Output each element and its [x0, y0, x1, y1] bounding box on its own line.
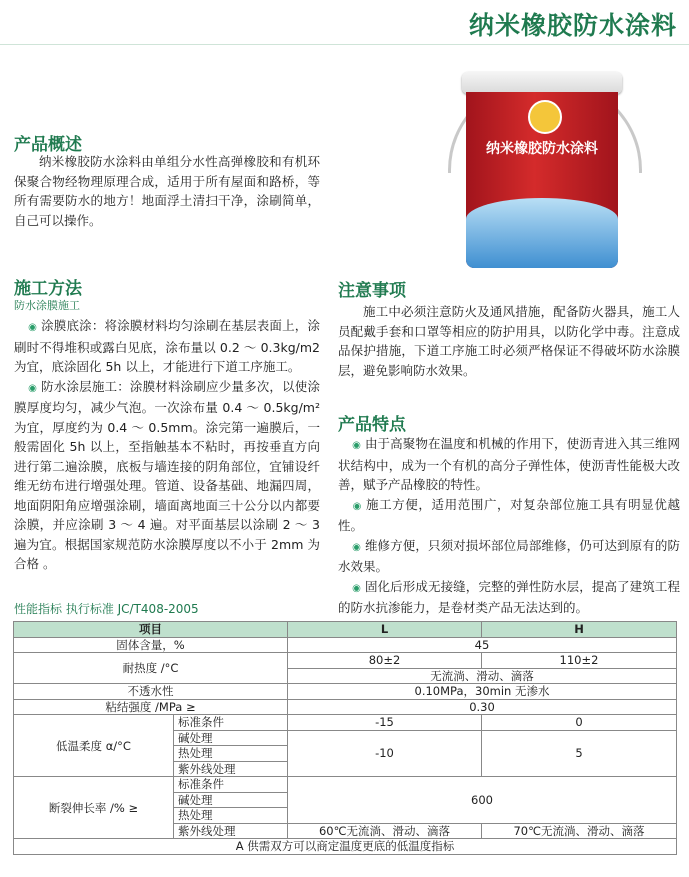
table-row: 热处理 [14, 746, 677, 762]
table-row: 无流淌、滑动、滴落 [14, 668, 677, 684]
construction-heading: 施工方法 [14, 279, 82, 299]
table-row: 紫外线处理 [14, 761, 677, 777]
feature-item: ◉ 施工方便，适用范围广，对复杂部位施工具有明显优越性。 [338, 496, 680, 533]
construction-step-1: ◉ 涂膜底涂：将涂膜材料均匀涂刷在基层表面上，涂刷时不得堆积或露白见底，涂布量以 0.2 ～ 0.3kg/m2 为宜，底涂固化 5h 以上，才能进行下道工序施工。 [14, 318, 320, 374]
bullet-icon: ◉ [28, 382, 38, 394]
brand-logo-icon [528, 100, 562, 134]
feature-item: ◉ 维修方便，只须对损坏部位局部维修，仍可达到原有的防水效果。 [338, 537, 680, 574]
construction-subheading: 防水涂膜施工 [14, 299, 80, 312]
water-splash-graphic [466, 198, 618, 268]
construction-text [14, 316, 320, 574]
table-row: 低温柔度 α/°C 标准条件 -15 0 [14, 715, 677, 731]
features-list [338, 434, 680, 618]
notes-heading: 注意事项 [338, 281, 406, 301]
construction-step-2: ◉ 防水涂层施工：涂膜材料涂刷应少量多次，以使涂膜厚度均匀，减少气泡。一次涂布量 0.4 ～ 0.5kg/m² 为宜，厚度约为 0.4 ～ 0.5mm。涂完第一遍膜后，一般需固化 5h 以上，至指触基本不粘时，再按垂直方向进行第二遍涂膜，底板与墙连接的阴角部位，宜铺设纤维无纺布进行增强处理。管道、设备基础、地漏四周，地面阴阳角应增强涂刷，墙面离地面三十公分以内都要涂膜，并应涂刷 3 ～ 4 遍。对平面基层以涂刷 2 ～ 3 遍为宜。根据国家规范防水涂膜厚度以不小于 2mm 为合格 。 [14, 378, 320, 571]
spec-table [13, 621, 677, 855]
feature-item: ◉ 固化后形成无接缝，完整的弹性防水层，提高了建筑工程的防水抗渗能力，是卷材类产品无法达到的。 [338, 578, 680, 615]
table-row: 不透水性 0.10MPa，30min 无渗水 [14, 684, 677, 700]
overview-heading: 产品概述 [14, 135, 82, 155]
table-row: 固体含量，% 45 [14, 637, 677, 653]
bullet-icon: ◉ [352, 541, 361, 553]
table-row: 热处理 [14, 808, 677, 824]
table-footer-row: A 供需双方可以商定温度更底的低温度指标 [14, 839, 677, 855]
feature-item: ◉ 由于高聚物在温度和机械的作用下，使沥青进入其三维网状结构中，成为一个有机的高分子弹性体，使沥青性能极大改善，赋予产品橡胶的特性。 [338, 436, 680, 492]
page-title: 纳米橡胶防水涂料 [468, 11, 677, 40]
table-row: 粘结强度 /MPa ≥ 0.30 [14, 699, 677, 715]
features-heading: 产品特点 [338, 415, 406, 435]
bullet-icon: ◉ [352, 440, 361, 451]
bucket-body [466, 92, 618, 268]
table-header-row: 项目 L H [14, 622, 677, 638]
product-bucket-image [456, 40, 628, 272]
spec-table-title: 性能指标 执行标准 JC/T408-2005 [14, 602, 199, 616]
table-row: 断裂伸长率 /% ≥ 标准条件 600 [14, 777, 677, 793]
bucket-product-label: 纳米橡胶防水涂料 [486, 141, 598, 157]
overview-text: 纳米橡胶防水涂料由单组分水性高弹橡胶和有机环保聚合物经物理原理合成，适用于所有屋面和路桥，等所有需要防水的地方！地面浮土清扫干净，涂刷简单，自己可以操作。 [14, 154, 320, 228]
table-row: 紫外线处理 60℃无流淌、滑动、滴落 70℃无流淌、滑动、滴落 [14, 823, 677, 839]
bullet-icon: ◉ [352, 500, 362, 512]
notes-text: 施工中必须注意防火及通风措施，配备防火器具，施工人员配戴手套和口罩等相应的防护用具，以防化学中毒。注意成品保护措施，下道工序施工时必须严格保证不得破坏防水涂膜层，避免影响防水效果。 [338, 304, 680, 378]
bullet-icon: ◉ [352, 582, 361, 594]
bucket-lid [462, 72, 622, 94]
table-row: 耐热度 /°C 80±2 110±2 [14, 653, 677, 669]
bullet-icon: ◉ [28, 322, 38, 333]
table-row: 碱处理 [14, 792, 677, 808]
table-row: 碱处理 -10 5 [14, 730, 677, 746]
